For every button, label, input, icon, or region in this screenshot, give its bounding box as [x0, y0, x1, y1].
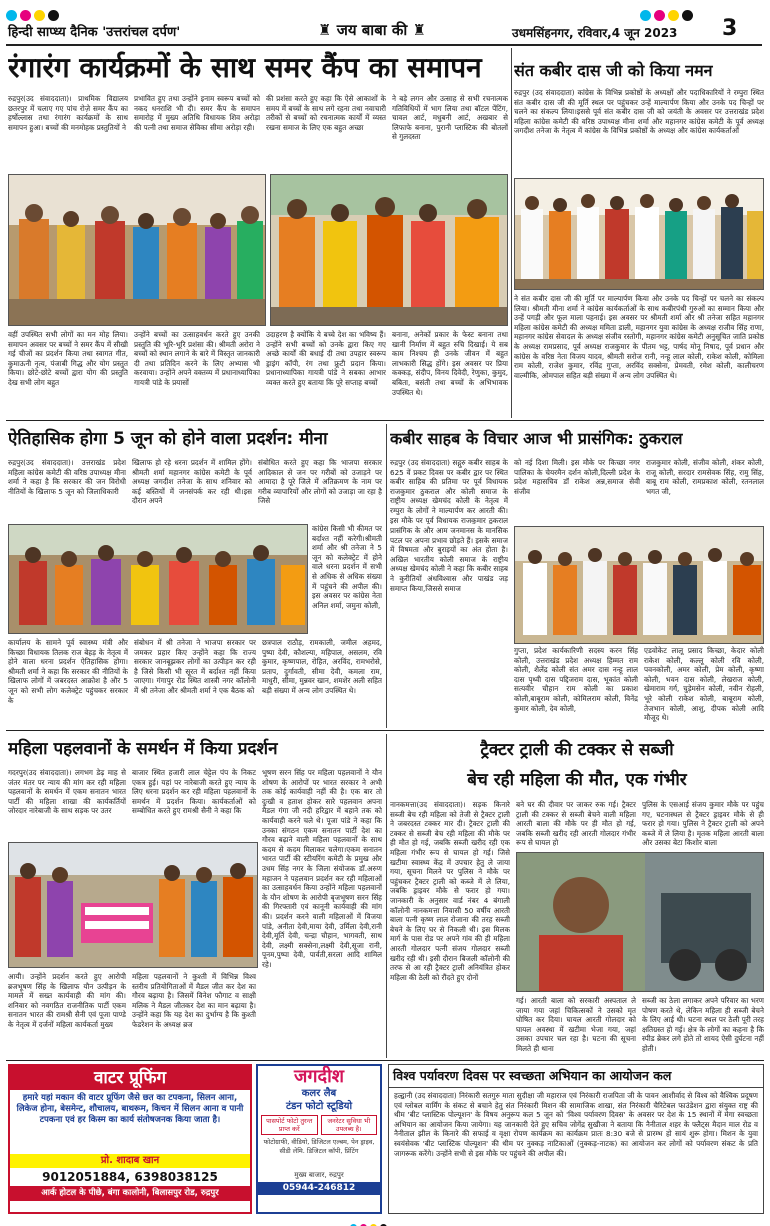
story4-photo [514, 526, 764, 644]
date-line: उधमसिंहनगर, रविवार,4 जून 2023 [512, 26, 678, 40]
story3-below3: छत्रपाल राठौड़, रामकाली, जमील अहमद, पुष्पा देवी, कौशल्या, महिपाल, असलम, रवि कुमार, कृष्णपाल, रोहित, अरविंद, रामभरोसे, प्रताप, दुर्गावती, सीमा देवी, कमला राम, माधुरी, सीमा, मुन्नवर खान, शमशेर अली सहित बड़ी संख्या में अन्य लोग उपस्थित थे। [262, 638, 382, 695]
story5-below1: आयी। उन्होंने प्रदर्शन करते हुए आरोपी ब्रजभूषण सिंह के खिलाफ यौन उत्पीड़न के मामले में सख्त कार्यवाही की मांग की। शनिवार को नवगठित राजनीतिक पार्टी एकम सनातन भारत की रामश्री सैनी एवं पूजा पाण्डे के नेतृत्व में दर्जनों महिला कार्यकर्ता मुख्य [8, 972, 126, 1029]
story6-photo [516, 852, 764, 992]
color-lab-ad [256, 1064, 382, 1214]
story1-col4: ने बड़े लगन और उत्साह से सभी रचनात्मक गतिविधियों में भाग लिया तथा बॉटल पेंटिंग, चावल आर्ट, मधुबनी आर्ट, अखबार से लिफाफे बनाना, पुरानी प्लास्टिक की बोतलों से गुलदस्ता [392, 94, 508, 142]
color-registration-dots-bottom [350, 1216, 390, 1226]
story6-below1: गई। आरती बाला को सरकारी अस्पताल ले जाया गया जहां चिकित्सकों ने उसको मृत घोषित कर दिया। घायल आरती गोलदार को घायल अवस्था में खटीमा भेजा गया, जहां उसका उपचार चल रहा है। घटना की सूचना मिलते ही थाना [516, 996, 636, 1053]
story3-headline: ऐतिहासिक होगा 5 जून को होने वाला प्रदर्शन: मीना [8, 429, 328, 449]
story6-col2: बने घर की दीवार पर जाकर रुक गई। ट्रैक्टर ट्राली की टक्कर से सब्जी बेचने वाली महिला आरती बाला की मौके पर ही मौत हो गई, जबकि सब्जी खरीद रही आरती गोलदार गंभीर रूप से घायल हो [516, 800, 636, 848]
color-registration-dots-right [640, 6, 696, 25]
ad2-address: मुख्य बाजार, रुद्रपुर [294, 1171, 344, 1179]
ad1-contact-name: प्रो. शादाब खान [10, 1154, 250, 1168]
column-divider [511, 48, 512, 418]
story7-headline: विश्व पर्यावरण दिवस पर स्वच्छता अभियान का आयोजन कल [389, 1065, 763, 1088]
story3-below1: कार्यालय के सामने पूर्व स्वास्थ्य मंत्री और किच्छा विधायक तिलक राज बेहड़ के नेतृत्व में होने वाला धरना प्रदर्शन ऐतिहासिक होगा।श्रीमती शर्मा ने कहा कि सरकार की नीतियों के खिलाफ लोगों में जबरदस्त आक्रोश है और 5 जून को सभी लोग कलेक्ट्रेट पहुंचकर सरकार के [8, 638, 128, 705]
story4-below2: गुप्ता, प्रदेश कार्यकारिणी सदस्य करन सिंह कोली, उत्तराखंड प्रदेश अध्यक्ष हिम्मत राम कोली, शैलेंद्र कोली संत अमर दास नन्हू लाल दास पृथ्वी दास पद्दिजराम दास, भूकांत कोली सत्यवीर चौहान राम कोली का प्रकाश कोली,बाबूराम कोली, कोमिलराम कोली, विनेंद्र कुमार कोली, देव कोली, [514, 646, 638, 713]
ad2-line1: कलर लैब [301, 1088, 337, 1099]
story1-below3: उदाहरण है क्योंकि ये बच्चे देश का भविष्य हैं। उन्होंने सभी बच्चों को उनके द्वारा किए गए अच्छे कार्यों की बधाई दी तथा उपहार स्वरूप ड्राइंग कॉपी, रंग तथा फ्रूटी प्रदान किया। प्रधानाध्यापिका गायत्री पांडे ने सबका आभार व्यक्त करते हुए बताया कि पूरे सप्ताह बच्चों [266, 330, 386, 387]
story5-photo [8, 842, 258, 968]
story3-col3: संबोधित करते हुए कहा कि भाजपा सरकार आदिकाल से जन पर गरीबों को उजाड़ने पर आमादा है पूरे जिले में अतिक्रमण के नाम पर गरीब व्यापारियों और लोगों को उजाड़ा जा रहा है जिसे [258, 458, 382, 506]
story6-headline-line2: बेच रही महिला की मौत, एक गंभीर [467, 770, 687, 790]
story2-body-bottom: ने संत कबीर दास जी की मूर्ति पर माल्यार्पण किया और उनके पद चिन्हों पर चलने का संकल्प लिया। श्रीमती मीना शर्मा ने कांग्रेस कार्यकर्ताओं के साथ कबीरपंथी गुरुओं का सम्मान किया और उन्हें पगड़ी और फूल माला पहनाई। इस अवसर पर श्रीमती शर्मा और श्री तनेजा सहित महानगर महिला कांग्रेस कमेटी की अध्यक्ष ममिता डाली, महानगर युवा कांग्रेस के अध्यक्ष राजीव सिंह राणा, महानगर कांग्रेस सेवादल के अध्यक्ष संजीव रस्तोगी, महानगर कांग्रेस कमेटी अनुसूचित जाति प्रकोष्ठ के अध्यक्ष रामप्रसाद, पूर्व अध्यक्ष राजकुमार के पीतम भट्ट, पार्षद मोनू निषाद, पूर्व प्रधान और कांग्रेस के वरिष्ठ नेता विजय यादव, श्रीमती सरोज रानी, नन्हू लाल कोली, राकेश कोली, कोमिला राम कोली, राजेश कुमार, रविंद्र गुप्ता, अरविंद सक्सेना, प्रेमवती, रमेश कोली, कालीचरण वाल्मीकि, ओमपाल सहित बड़ी संख्या में अन्य लोग उपस्थित थे। [514, 294, 764, 380]
story6-below2: सब्जी का ठेला लगाकर अपने परिवार का भरण पोषण करते थे, लेकिन महिला ही सब्जी बेचने के लिए आई थी। घटना स्थल पर ठेली पूरी तरह क्षतिग्रस्त हो गई। क्षेत्र के लोगों का कहना है कि स्पीड ब्रेकर लगे होते तो शायद ऐसी दुर्घटना नहीं होती। [642, 996, 764, 1053]
story2-headline: संत कबीर दास जी को किया नमन [514, 61, 713, 80]
story6-col1: नानकमत्ता(उद संवाददाता)। सड़क किनारे सब्जी बेच रही महिला को तेजी से ट्रैक्टर ट्राली ने जबरदस्त टक्कर मार दी। ट्रैक्टर ट्राली की टक्कर से सब्जी बेच रही महिला की मौके पर ही मौत हो गई, जबकि सब्जी खरीद रही एक महिला गंभीर रूप से घायल हो गई। जिसे खटीमा स्वास्थ्य केंद्र में उपचार हेतु ले जाया गया, सूचना मिलने पर पुलिस ने मौके पर पहुंचकर ट्रैक्टर ट्राली को कब्जे में ले लिया, जबकि ड्राइवर मौके से फरार हो गया। जानकारी के अनुसार वार्ड नंबर 4 बंगाली कॉलोनी नानकमत्ता निवासी 50 वर्षीय आरती बाला पत्नी कृष्ण लाल रोजाना की तरह सब्जी बेचने के लिए घर से निकली थी। इस मिलक मार्ग के पास रोड पर अपने गांव की ही महिला आरती गोलदार पत्नी संजय गोलदार सब्जी खरीद रही थी। इसी दौरान बिजली कॉलोनी की तरफ से आ रही ट्रैक्टर ट्राली अनियंत्रित होकर महिला की ठेली को रौंदते हुए दोनों [390, 800, 510, 982]
story7-body: हल्द्वानी (उद संवाददाता) निरंकारी सतगुरु माता सुदीक्षा जी महाराज एवं निरंकारी राजपिता जी के पावन आशीर्वाद से विश्व को वैश्विक प्रदूषण एवं ग्लोबल वार्मिंग के संकट से बचाने हेतु संत निरंकारी मिशन की सामाजिक शाखा, संत निरंकारी चैरिटेबल फाउंडेशन द्वारा संयुक्त राष्ट्र की थीम 'बीट प्लास्टिक पोल्यूशन' के विषय अनुरूप कल 5 जून को 'विश्व पर्यावरण दिवस' के अवसर पर देश के 15 स्थानों में मेगा स्वच्छता अभियान का आयोजन किया जायेगा। यह जानकारी देते हुए सचिव जोगेंद्र सुखीजा ने बताया कि नैनीताल शहर के फ्लैट्स मैदान माल रोड व नैनीताल झील के किनारे की सफाई व वृक्षा रोपण कार्यक्रम का कार्यक्रम प्रातः 8:30 बजे से प्रारम्भ हो सायं शुरू होगा। मिशन के युवा स्वयंसेवक 'बीट प्लास्टिक पोल्यूशन' की थीम पर नुक्कड़ नाटिकाओं (नुक्कड़-नाटक) का आयोजन कर लोगों को पर्यावरण संकट के प्रति जागरूक करेंगे। उन्होंने सभी से इस मौके पर पहुंचने की अपील की। [394, 1091, 758, 1158]
ad2-phone: 05944-246812 [258, 1182, 380, 1195]
story4-col1: रुद्रपुर (उद संवाददाता) सद्गुरु कबीर साहब के 625 वें प्रकट दिवस पर कबीर द्वार पर स्थित कबीर साहिब की प्रतिमा पर पूर्व विधायक राजकुमार ठुकराल और कोली समाज के राष्ट्रीय अध्यक्ष खेमचंद कोली के नेतृत्व में रम्पुरा के लोगों ने माल्यार्पण कर आरती की।इस मौके पर पूर्व विधायक राजकुमार ठुकराल [390, 458, 508, 524]
masthead-slogan: ♜ जय बाबा की ♜ [318, 21, 426, 39]
story5-headline: महिला पहलवानों के समर्थन में किया प्रदर्शन [8, 739, 278, 759]
masthead-rule [6, 44, 762, 46]
ad1-body: हमारे यहां मकान की वाटर प्रूफिंग जैसे छत का टपकना, सिलन आना, लिकेज होना, बेसमेन्ट, शौचालय, बाथरूम, किचन में सिलन आना व पानी टपकना एवं हर किस्म का कार्य संतोषजनक किया जाता है। [16, 1093, 244, 1125]
waterproofing-ad [8, 1064, 252, 1214]
ad1-address: आर्क होटल के पीछे, बंगा कालोनी, बिलासपुर रोड, रुद्रपुर [10, 1186, 250, 1201]
story3-col2: खिलाफ हो रहे धरना प्रदर्शन में शामिल होंगे। श्रीमती शर्मा महानगर कांग्रेस कमेटी के पूर्व अध्यक्ष जगदीश तनेजा के साथ शनिवार को कई बस्तियों में जनसंपर्क कर रही थी।इस दौरान अपने [132, 458, 252, 506]
ad2-box2: जनरेटर सुविधा भी उपलब्ध है। [321, 1115, 378, 1135]
story1-headline: रंगारंग कार्यक्रमों के साथ समर कैंप का समापन [8, 51, 482, 84]
story4-below1: प्रासंगिक के और आम जनमानस के मानसिक पटल पर अपना प्रभाव छोड़ते हैं। इसके समाज में विषमता और बुराइयों का अंत होता है। अखिल भारतीय कोली समाज के राष्ट्रीय अध्यक्ष खेमचंद कोली ने कहा कि कबीर साहब ने कुरीतियों अंधविश्वास और पाखंड जड़ समाप्त किया,जिससे समाज [390, 526, 508, 593]
story5-col2: बाजार स्थित हजारी लाल चेट्टेल पंप के निकट एकत्र हुई। यहां पर नारेबाजी करते हुए न्याय के लिए धरना प्रदर्शन कर रही महिला पहलवानों के समर्थन में प्रदर्शन किया। कार्यकर्ताओं को सम्बोधित करते हुए रामश्री सैनी ने कहा कि [132, 768, 256, 816]
story6-headline-line1: ट्रैक्टर ट्राली की टक्कर से सब्जी [480, 740, 674, 760]
story4-col2: को नई दिशा मिली। इस मौके पर किच्छा नगर पालिका के चेयरमैन दर्शन कोली,दिल्ली प्रदेश के प्रदेश महासचिव डॉ राकेश अन्न,समाज सेवी संजीव [514, 458, 640, 496]
story1-col2: प्रभावित हुए तथा उन्होंने इनाम स्वरूप बच्चों को नकद धनराशि भी दी। समर कैंप के समापन समारोह में मुख्य अतिथि विधायक शिव अरोड़ा की पत्नी तथा समाज सेविका सीमा अरोड़ा रही। [134, 94, 260, 132]
story2-body-top: रुद्रपुर (उद संवाददाता) कांग्रेस के विभिन्न प्रकोष्ठों के अध्यक्षों और पदाधिकारियों ने रम्पुरा स्थित संत कबीर दास जी की मूर्ति स्थल पर पहुंचकर उन्हें माल्यार्पण किया और उनके पद चिन्हों पर चलने का संकल्प लिया।इससे पूर्व संत कबीर दास जी को जयंती के अवसर पर उत्तराखंड प्रदेश महिला कांग्रेस कमेटी की वरिष्ठ उपाध्यक्ष मीना शर्मा और महानगर कांग्रेस कमेटी के पूर्व अध्यक्ष जगदीश तनेजा के नेतृत्व में कांग्रेस के विभिन्न प्रकोष्ठों के अध्यक्ष और कांग्रेस कार्यकर्ताओं [514, 88, 764, 136]
story3-col1: रुद्रपुर(उद संवाददाता)। उत्तराखंड प्रदेश महिला कांग्रेस कमेटी की वरिष्ठ उपाध्यक्ष मीना शर्मा ने कहा है कि सरकार की जन विरोधी नीतियों के खिलाफ 5 जून को जिलाधिकारी [8, 458, 126, 496]
story3-photo [8, 524, 308, 634]
story1-col3: की प्रशंसा करते हुए कहा कि ऐसे आकाशों के समय में बच्चों के साथ लगे रहना तथा नवाचारी तरीकों से बच्चों को रचनात्मक कार्यों में व्यस्त रखना समाज के लिए एक बहुत अच्छा [266, 94, 386, 132]
story1-below4: बनाना, अनेकों प्रकार के फेस्ट बनाना तथा खानी निर्माण में बहुत रुचि दिखाई। ये सब काम निश्चय ही उनके जीवन में बहुत लाभकारी सिद्ध होंगे। इस अवसर पर प्रिया कक्कड़, संदीप, विनय दिवेदी, रेणुका, कुमुद, बबिता, बसंती तथा बच्चों के अभिभावक उपस्थित थे। [392, 330, 508, 397]
left-ornament-icon: ♜ [318, 21, 332, 39]
ad2-services: फोटोग्राफी, वीडियो, डिजिटल एल्बम, पेन ड्राइव, सीडी लेमि. डिजिटल कॉपी, प्रिंटिंग [263, 1138, 375, 1155]
ad1-phone: 9012051884, 6398038125 [42, 1170, 218, 1184]
ad2-name: जगदीश [294, 1066, 344, 1087]
section-rule-3 [6, 1060, 764, 1061]
ad2-line2: टंडन फोटो स्टूडियो [285, 1101, 353, 1112]
right-ornament-icon: ♜ [412, 21, 426, 39]
story1-photo-right [270, 174, 508, 326]
story5-below2: महिला पहलवानों ने कुश्ती में विभिन्न विश्व स्तरीय प्रतियोगिताओं में मैडल जीत कर देश का गौरव बढ़ाया है। जिसमें विनेश फौगाट व साक्षी मलिक ने मैडल जीतकर देश का मान बढ़ाया है। उन्होंने कहा कि यह देश का दुर्भाग्य है कि कुश्ती फेडरेशन के अध्यक्ष ब्रज [132, 972, 256, 1029]
story7-box [388, 1064, 764, 1214]
story4-headline: कबीर साहब के विचार आज भी प्रासंगिक: ठुकराल [390, 429, 683, 448]
story2-photo [514, 178, 764, 290]
page-number: 3 [722, 16, 738, 41]
story1-col1: रुद्रपुर(उद संवाददाता)। प्राथमिक विद्यालय छतरपुर में चलाए गए पांच रोज़े समर कैंप का हर्षोल्लास तथा रंगारंग कार्यक्रमों के साथ समापन हुआ। बच्चों की मनमोहक प्रस्तुतियों ने [8, 94, 128, 132]
ad2-box1: पासपोर्ट फोटो तुरन्त प्राप्त करें [261, 1115, 318, 1135]
story1-below2: उन्होंने बच्चों का उत्साहवर्धन करते हुए उनकी प्रस्तुति की भूरि-भूरि प्रशंसा की। श्रीमती अरोरा ने बच्चों को स्थान लगाने के बारे में विस्तृत जानकारी दी तथा प्रतिदिन करने के लिए अभ्यास भी करवाया। उन्होंने अपने वक्तव्य में प्रधानाध्यापिका गायत्री पांडे के प्रयासों [134, 330, 260, 387]
story5-col1: गदरपुर(उद संवाददाता)। लगभग डेढ़ माह से जंतर मंतर पर न्याय की मांग कर रही महिला पहलवानों के समर्थन में एकम सनातन भारत पार्टी की महिला शाखा की कार्यकर्तियों जोरदार नारेबाजी के साथ सड़क पर उतर [8, 768, 126, 816]
section-rule-1 [6, 420, 764, 421]
story6-col3: पुलिस के एसआई संजय कुमार मौके पर पहुंच गए, घटनास्थल से ट्रैक्टर ड्राइवर मौके से ही फरार हो गया। पुलिस ने ट्रैक्टर ट्राली को अपने कब्जे में ले लिया है। मृतक महिला आरती बाला और उसका बेटा किशोर बाला [642, 800, 764, 848]
story4-col3: राजकुमार कोली, संजीव कोली, शंकर कोली, राजू कोली, सरदार रामसेवक सिंह, रामु सिंह, बाबू राम कोली, रामप्रकाश कोली, रतनलाल भगत जी, [646, 458, 764, 496]
ad1-title: वाटर प्रूफिंग [10, 1066, 250, 1090]
paper-name: हिन्दी साप्ध्य दैनिक 'उत्तरांचल दर्पण' [8, 25, 181, 40]
story4-below3: एडवोकेट लालू प्रसाद किच्छा, केदार कोली राकेश कोली, कल्लू कोली रवि कोली, पवनकोली, अमर कोली, प्रेम कोली, कृष्णा कोली, भवन दास कोली, लेखराज कोली, खेमाराम गर्ग, चुड़ेमसेन कोली, नवीन रोहली, भूरे कोली राकेश कोली, बाबूराम कोली, तेजभान कोली, आशु, दीपक कोली आदि मौजूद थे। [644, 646, 764, 723]
story3-below2: संबोधन में श्री तनेजा ने भाजपा सरकार पर जमकर प्रहार किए उन्होंने कहा कि राज्य सरकार जानबूझकर लोगों का उत्पीड़न कर रही है जिसे किसी भी सूरत में बर्दाश्त नहीं किया जाएगा। गंगापुर रोड स्थित शास्त्री नगर कॉलोनी में श्री तनेजा और श्रीमती शर्मा ने एक बैठक को [134, 638, 256, 695]
story1-photo-left [8, 174, 266, 326]
story1-below1: वहीं उपस्थित सभी लोगों का मन मोह लिया। समापन अवसर पर बच्चों ने समर कैंप में सीखी गई चीजों का प्रदर्शन किया तथा स्वागत गीत, कुमाऊनी नृत्य, पंजाबी गिद्ध और योग प्रस्तुत किया। छोटे-छोटे बच्चों द्वारा योग की प्रस्तुति देख सभी लोग बहुत [8, 330, 128, 387]
section-rule-2 [6, 730, 764, 731]
column-divider-2 [386, 424, 387, 728]
ad2-boxes [258, 1113, 380, 1137]
story5-col3: भूषण सरन सिंह पर महिला पहलवानों ने यौन शोषण के आरोपों पर भारत सरकार ने अभी तक कोई कार्यवाही नहीं की है। एक बार तो दुःखी व हताश होकर सारे पहलवान अपना मैडल गंगा जी नदी हरिद्वार में बहाने तक को कार्यवाही करने चले थे। पूजा पांडे ने कहा कि उनका संगठन एकम सनातन पार्टी देश का गौरव बढ़ाने वाली महिला पहलवानों के साथ कदम से कदम मिलाकर चलेगा।एकम सनातन भारत पार्टी की स्टीयरिंग कमेटी के प्रमुख और उधम सिंह नगर के जिला संयोजक डॉ.अरुण महाजन ने पहलवान प्रदर्शन कर रही महिलाओं का उत्साहवर्धन किया उन्होंने महिला पहलवानों के यौन शोषण के आरोपी बृजभूषण सरन सिंह की गिरफ्तारी एवं कानूनी कार्यवाही की मांग की। प्रदर्शन करने वाली महिलाओं में विजया पांडे, अनीता देवी,माया देवी, उर्मिला देवी,रानी देवी,मूर्ति देवी, चन्द्रा चौहान, भागवती, साथ देवी, लक्ष्मी सक्सेना,लक्ष्मी देवी,सूजा रानी, पूनम,पुष्पा देवी, पार्वती,सरला आदि शामिल रहे। [262, 768, 382, 968]
column-divider-3 [386, 734, 387, 1058]
story3-col3b: कांग्रेस किसी भी कीमत पर बर्दाश्त नहीं करेगी।श्रीमती शर्मा और श्री तनेजा ने 5 जून को कलेक्ट्रेट में होने वाले धरना प्रदर्शन में सभी से अधिक से अधिक संख्या में पहुंचने की अपील की।इस अवसर पर कांग्रेस नेता अनिल शर्मा, जमुना कोली, [312, 524, 382, 610]
